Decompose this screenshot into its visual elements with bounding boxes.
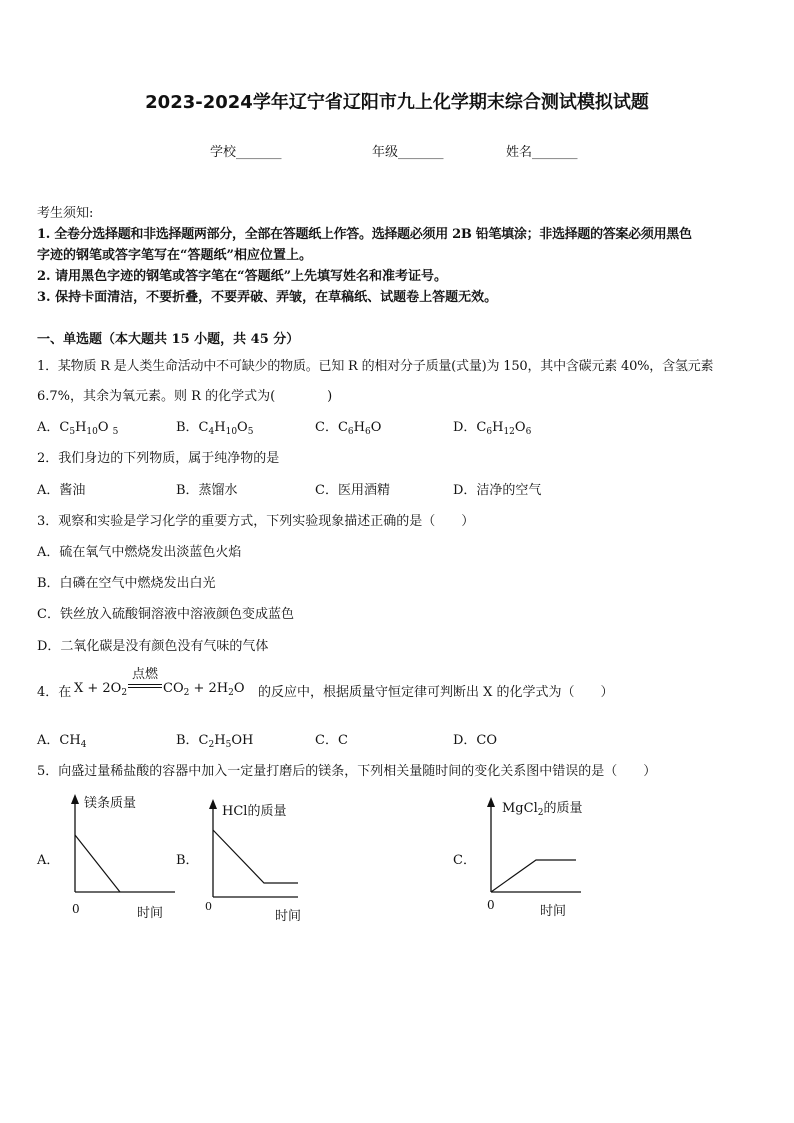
q4-option-d: D．CO [453,733,498,748]
q1-option-a: A．$C_5H_{10}O$ $_5$ [37,420,119,437]
q1-option-d: D．$C_6H_{12}O_6$ [453,420,532,437]
graph-c-x-label: 时间 [540,904,567,919]
graph-c-curve [491,860,576,892]
graph-b-y-label: HCl的质量 [222,804,287,819]
q2-option-b: B．蒸馏水 [176,483,238,498]
q4-prefix: 4．在 [37,685,72,700]
grade-field: 年级_______ [372,145,444,160]
notice-heading: 考生须知: [37,206,94,221]
school-field: 学校_______ [210,145,282,160]
section-heading: 一、单选题（本大题共 15 小题，共 45 分） [37,332,300,347]
graph-c-y-arrow [487,797,495,807]
graph-c-origin: 0 [487,898,495,912]
q2-stem: 2．我们身边的下列物质，属于纯净物的是 [37,451,280,466]
q4-option-b: B．$C_2H_5OH$ [176,733,254,750]
q3-stem: 3．观察和实验是学习化学的重要方式，下列实验现象描述正确的是（ ） [37,514,475,529]
notice-line-3: 3. 保持卡面清洁，不要折叠，不要弄破、弄皱，在草稿纸、试题卷上答题无效。 [37,290,498,305]
q5-graph-b-label: B． [176,853,199,868]
notice-line-1b: 字迹的钢笔或答字笔写在“答题纸”相应位置上。 [37,248,312,263]
q3-option-c: C．铁丝放入硫酸铜溶液中溶液颜色变成蓝色 [37,607,294,622]
q1-stem-line-1: 1．某物质 R 是人类生命活动中不可缺少的物质。已知 R 的相对分子质量(式量)为 150，其中含碳元素 40%，含氢元素 [37,359,714,374]
graph-a-y-label: 镁条质量 [84,796,137,811]
q5-stem: 5．向盛过量稀盐酸的容器中加入一定量打磨后的镁条，下列相关量随时间的变化关系图中错误的是（ ） [37,764,657,779]
q4-products: $CO_2 + 2H_2O$ [163,681,245,698]
q4-suffix: 的反应中，根据质量守恒定律可判断出 X 的化学式为（ ） [258,685,614,700]
q1-option-b: B．$C_4H_{10}O_5$ [176,420,254,437]
graph-b-y-arrow [209,799,217,809]
notice-line-1a: 1. 全卷分选择题和非选择题两部分，全部在答题纸上作答。选择题必须用 2B 铅笔填涂；非选择题的答案必须用黑色 [37,227,692,242]
q3-option-a: A．硫在氧气中燃烧发出淡蓝色火焰 [37,545,242,560]
q4-option-c: C．C [315,733,348,748]
q1-option-c: C．$C_6H_6O$ [315,420,382,437]
name-field: 姓名_______ [506,145,578,160]
q3-option-b: B．白磷在空气中燃烧发出白光 [37,576,216,591]
graph-b-origin: 0 [205,900,212,913]
q4-option-a: A．$CH_4$ [37,733,87,750]
graph-b-curve [213,830,298,883]
q5-graph-a-label: A． [37,853,60,868]
graph-a-x-label: 时间 [137,906,164,921]
graph-c-y-label: MgCl$_2$的质量 [502,801,583,818]
notice-line-2: 2. 请用黑色字迹的钢笔或答字笔在“答题纸”上先填写姓名和准考证号。 [37,269,448,284]
q2-option-a: A．酱油 [37,483,86,498]
graph-a-y-arrow [71,794,79,804]
q4-reactants: $X + 2O_2$ [74,681,128,698]
q1-stem-line-2: 6.7%，其余为氧元素。则 R 的化学式为( ) [37,389,333,404]
graph-a-curve [75,835,120,892]
q4-reaction-arrow [128,684,162,688]
graph-b-x-label: 时间 [275,909,302,924]
q4-reaction-condition: 点燃 [131,667,158,682]
q2-option-d: D．洁净的空气 [453,483,542,498]
page-title: 2023-2024学年辽宁省辽阳市九上化学期末综合测试模拟试题 [145,92,649,113]
q2-option-c: C．医用酒精 [315,483,390,498]
graph-a-origin: 0 [72,902,80,916]
q3-option-d: D．二氧化碳是没有颜色没有气味的气体 [37,639,269,654]
q5-graph-c-label: C． [453,853,476,868]
